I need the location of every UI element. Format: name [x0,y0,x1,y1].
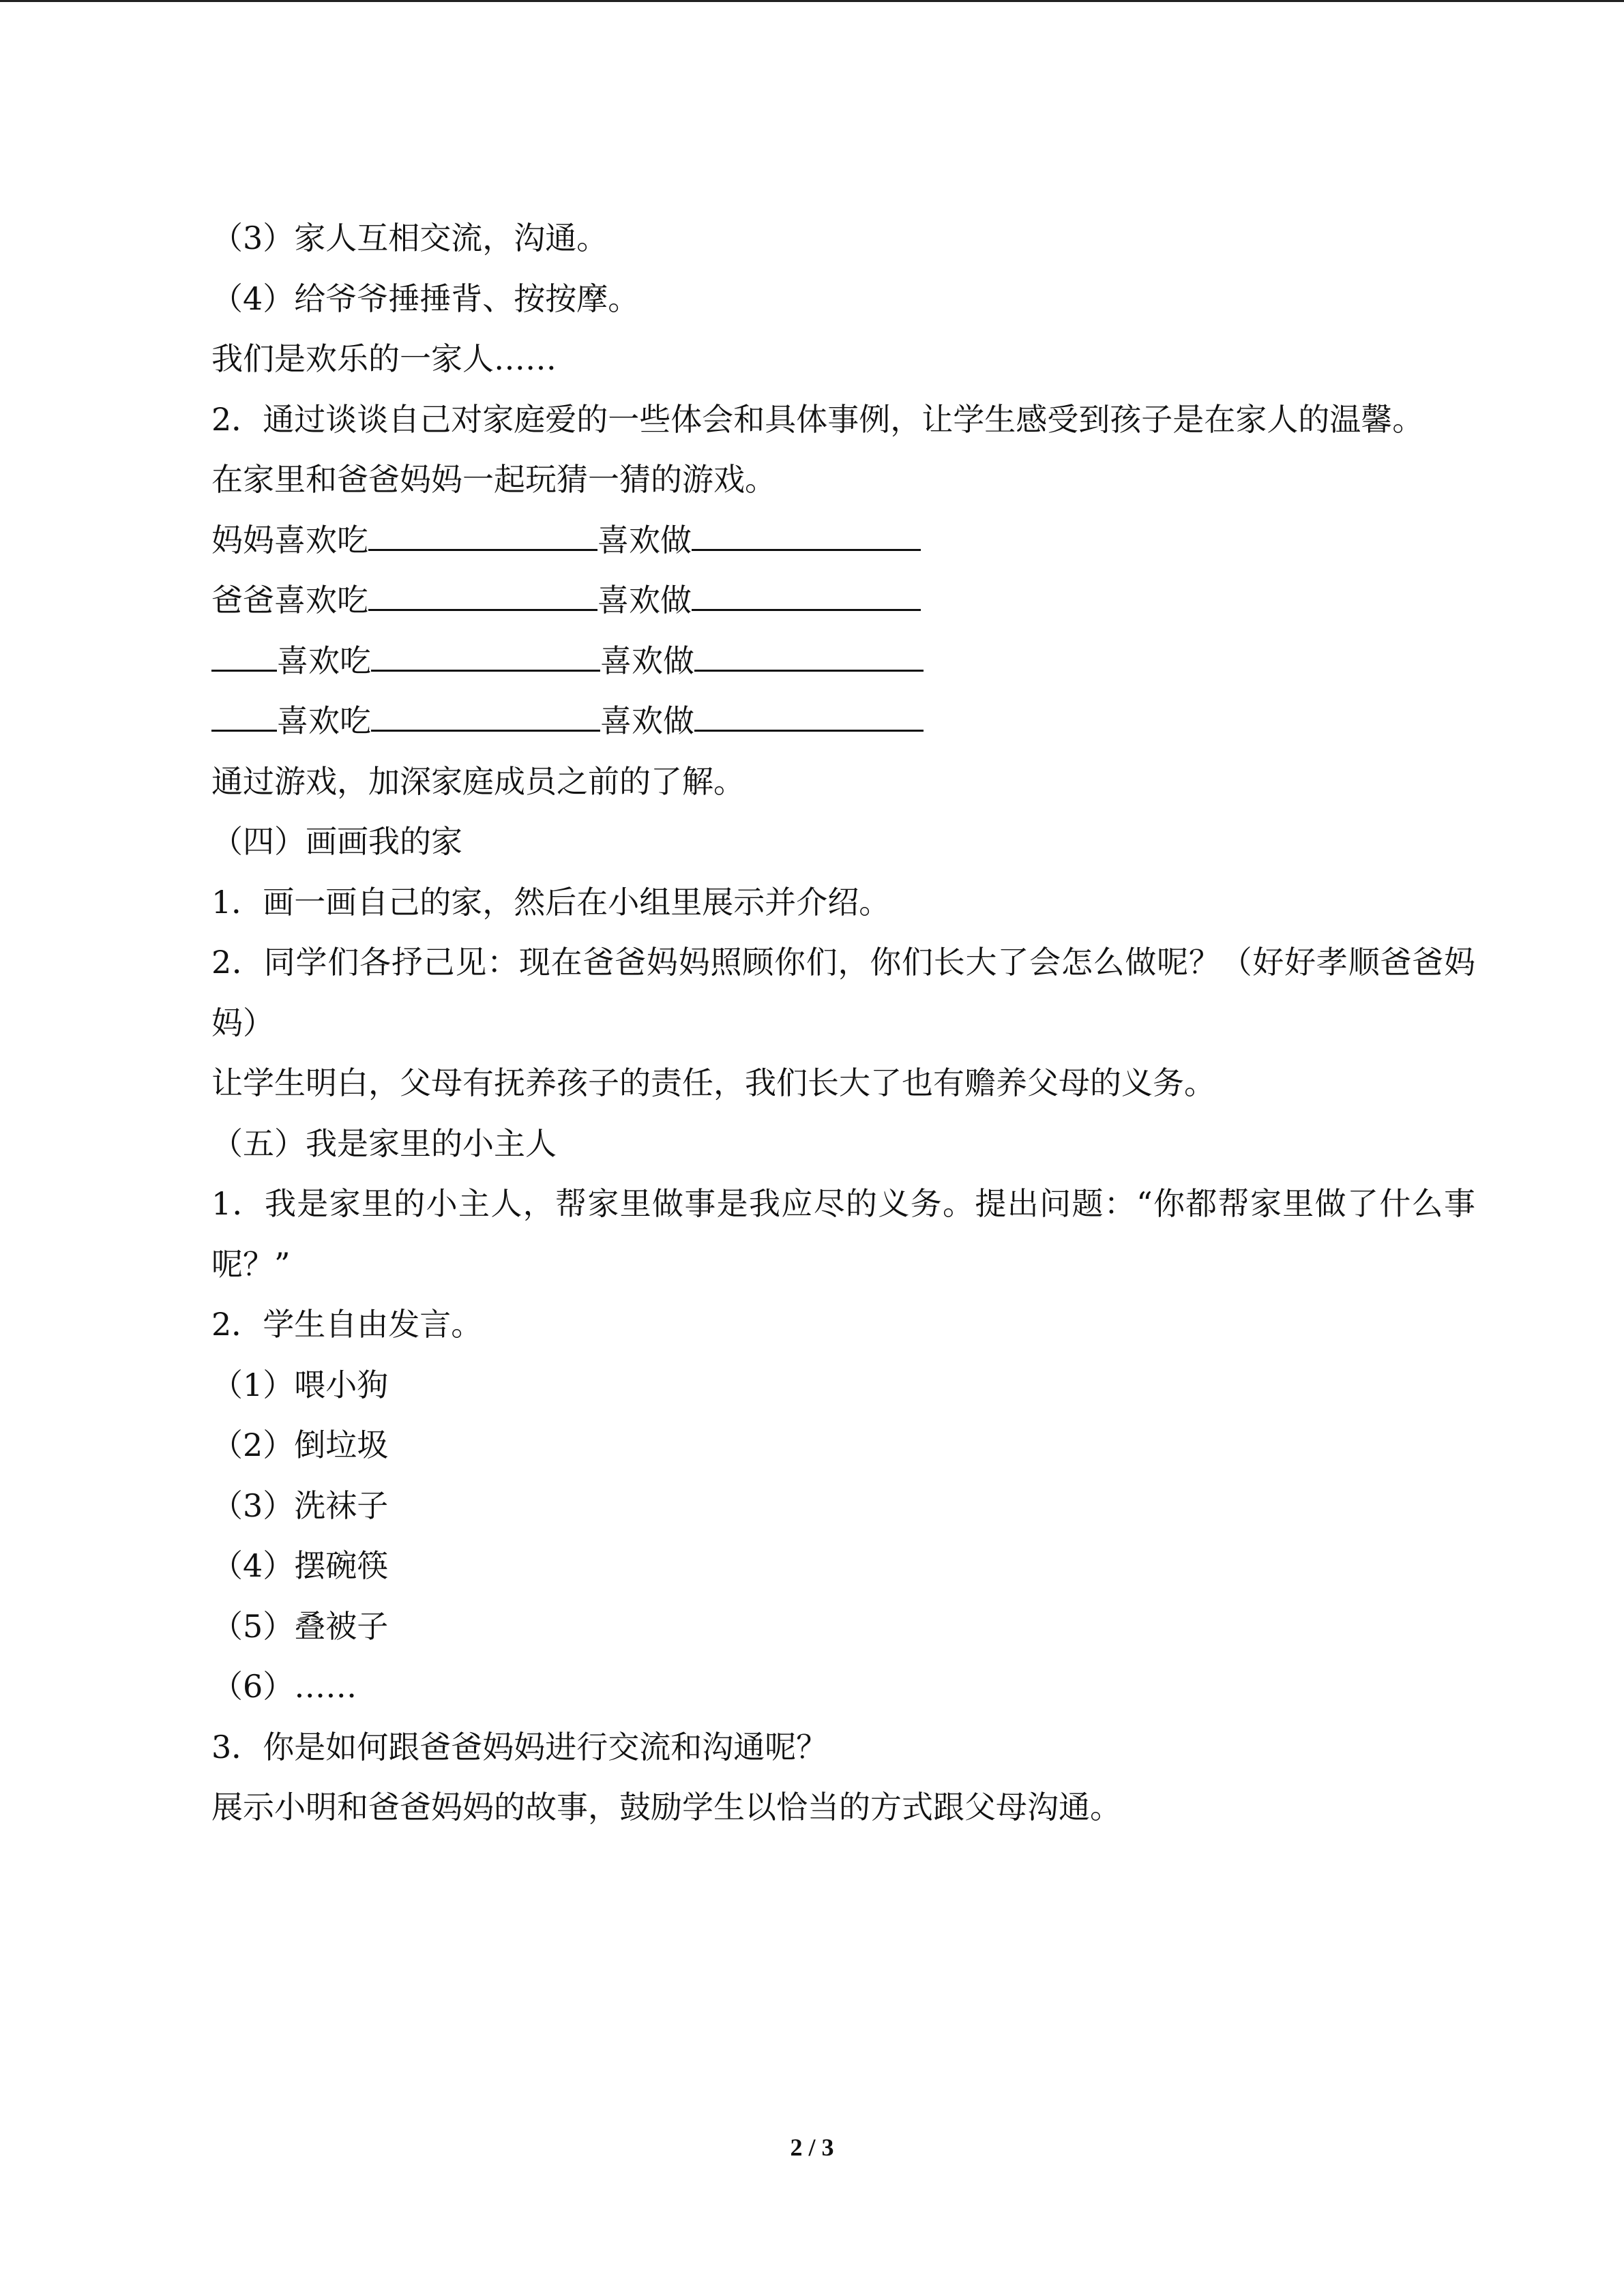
paragraph-draw-home: 1．画一画自己的家，然后在小组里展示并介绍。 [211,883,891,921]
list-item-fold-quilt: （5）叠被子 [211,1607,389,1645]
fill-in-eat-label: 喜欢吃 [274,521,368,558]
list-item-wash-socks: （3）洗袜子 [211,1487,389,1524]
list-item-feed-dog: （1）喂小狗 [211,1366,389,1403]
list-item-massage: （4）给爷爷捶捶背、按按摩。 [211,280,640,317]
list-item-set-table: （4）摆碗筷 [211,1547,389,1584]
paragraph-game-purpose: 通过游戏，加深家庭成员之前的了解。 [211,762,745,800]
fill-in-blank-do[interactable] [694,642,924,672]
paragraph-xiaoming-story: 展示小明和爸爸妈妈的故事，鼓励学生以恰当的方式跟父母沟通。 [211,1789,1121,1825]
fill-in-do-label: 喜欢做 [597,582,692,618]
fill-in-subject: 爸爸 [211,582,274,618]
page-top-border [0,0,1624,2]
page-number: 2 / 3 [790,2134,834,2161]
section-heading-little-master: （五）我是家里的小主人 [211,1124,557,1162]
paragraph-free-speech: 2．学生自由发言。 [211,1306,483,1343]
paragraph-point-2-family-love: 2．通过谈谈自己对家庭爱的一些体会和具体事例，让学生感受到孩子是在家人的温馨。 [211,400,1424,438]
fill-in-do-label: 喜欢做 [600,702,694,739]
fill-in-eat-label: 喜欢吃 [274,582,368,618]
fill-in-do-label: 喜欢做 [597,521,692,558]
fill-in-blank-eat[interactable] [368,582,597,611]
fill-in-blank-do[interactable] [692,522,921,551]
fill-in-blank-eat[interactable] [371,702,600,732]
list-item-take-out-trash: （2）倒垃圾 [211,1427,389,1463]
fill-in-blank-eat[interactable] [368,522,597,551]
fill-in-subject: 妈妈 [211,521,274,558]
paragraph-happy-family: 我们是欢乐的一家人…… [211,340,557,377]
fill-in-row-dad [149,570,1475,631]
paragraph-how-communicate: 3．你是如何跟爸爸妈妈进行交流和沟通呢？ [211,1728,828,1765]
list-item-communicate: （3）家人互相交流，沟通。 [211,220,608,256]
section-heading-draw-my-home: （四）画画我的家 [211,823,462,860]
fill-in-row-mom [149,510,1475,571]
fill-in-eat-label: 喜欢吃 [277,642,371,679]
fill-in-row-blank-subject [149,691,1475,751]
paragraph-share-opinions: 2．同学们各抒己见：现在爸爸妈妈照顾你们，你们长大了会怎么做呢？（好好孝顺爸爸妈妈） [211,944,1475,1041]
fill-in-do-label: 喜欢做 [600,642,694,679]
paragraph-parents-duty: 让学生明白，父母有抚养孩子的责任，我们长大了也有赡养父母的义务。 [211,1064,1215,1101]
fill-in-blank-do[interactable] [692,582,921,611]
document-body [149,208,1475,1838]
list-item-etc: （6）…… [211,1668,357,1705]
paragraph-little-master-question: 1．我是家里的小主人，帮家里做事是我应尽的义务。提出问题：“你都帮家里做了什么事呢？” [211,1185,1475,1283]
paragraph-guessing-game: 在家里和爸爸妈妈一起玩猜一猜的游戏。 [211,461,776,498]
fill-in-blank-do[interactable] [694,702,924,732]
fill-in-eat-label: 喜欢吃 [277,702,371,739]
fill-in-blank-subject[interactable] [211,702,277,732]
fill-in-blank-subject[interactable] [211,642,277,672]
fill-in-blank-eat[interactable] [371,642,600,672]
fill-in-row-blank-subject [149,631,1475,691]
